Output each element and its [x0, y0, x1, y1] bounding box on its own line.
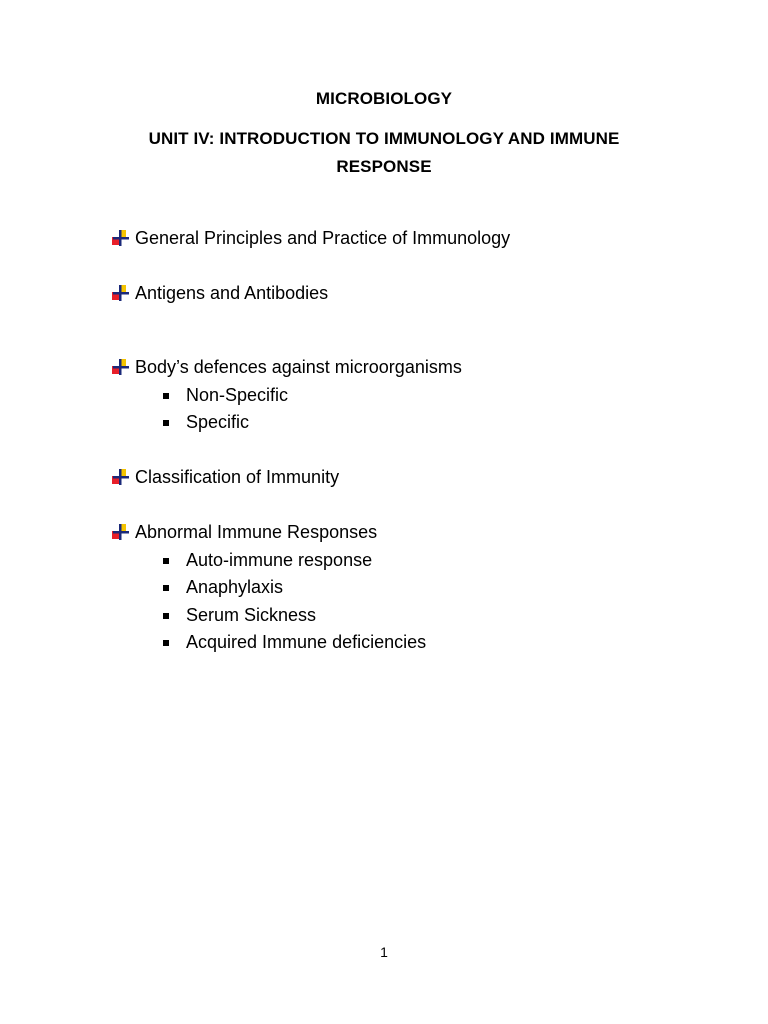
section-item — [111, 356, 462, 378]
colored-cross-icon — [111, 357, 131, 377]
sub-item — [163, 549, 372, 571]
square-bullet-icon — [163, 585, 169, 591]
square-bullet-icon — [163, 613, 169, 619]
section-item — [111, 466, 339, 488]
sub-item-label: Acquired Immune deficiencies — [186, 631, 427, 652]
sub-item-label: Anaphylaxis — [186, 576, 284, 597]
section-label: Abnormal Immune Responses — [135, 521, 378, 542]
sub-item-label: Auto-immune response — [186, 549, 373, 570]
colored-cross-icon — [111, 467, 131, 487]
colored-cross-icon — [111, 283, 131, 303]
square-bullet-icon — [163, 640, 169, 646]
sub-item — [163, 631, 426, 653]
section-label: Antigens and Antibodies — [135, 282, 329, 303]
sub-item-label: Non-Specific — [186, 384, 289, 405]
sub-item-label: Specific — [186, 411, 250, 432]
square-bullet-icon — [163, 393, 169, 399]
square-bullet-icon — [163, 558, 169, 564]
sub-item-label: Serum Sickness — [186, 604, 317, 625]
section-item — [111, 227, 510, 249]
unit-title: UNIT IV: INTRODUCTION TO IMMUNOLOGY AND IMMUNE RESPONSE — [148, 129, 620, 176]
section-item — [111, 282, 328, 304]
section-item — [111, 521, 377, 543]
section-label: General Principles and Practice of Immunology — [135, 227, 511, 248]
colored-cross-icon — [111, 228, 131, 248]
square-bullet-icon — [163, 420, 169, 426]
sub-item — [163, 604, 316, 626]
section-label: Body’s defences against microorganisms — [135, 356, 462, 377]
sub-item — [163, 576, 283, 598]
colored-cross-icon — [111, 522, 131, 542]
page-number: 1 — [380, 944, 388, 960]
sub-item — [163, 384, 288, 406]
section-label: Classification of Immunity — [135, 466, 340, 487]
subject-heading: MICROBIOLOGY — [315, 89, 453, 108]
sub-item — [163, 411, 249, 433]
